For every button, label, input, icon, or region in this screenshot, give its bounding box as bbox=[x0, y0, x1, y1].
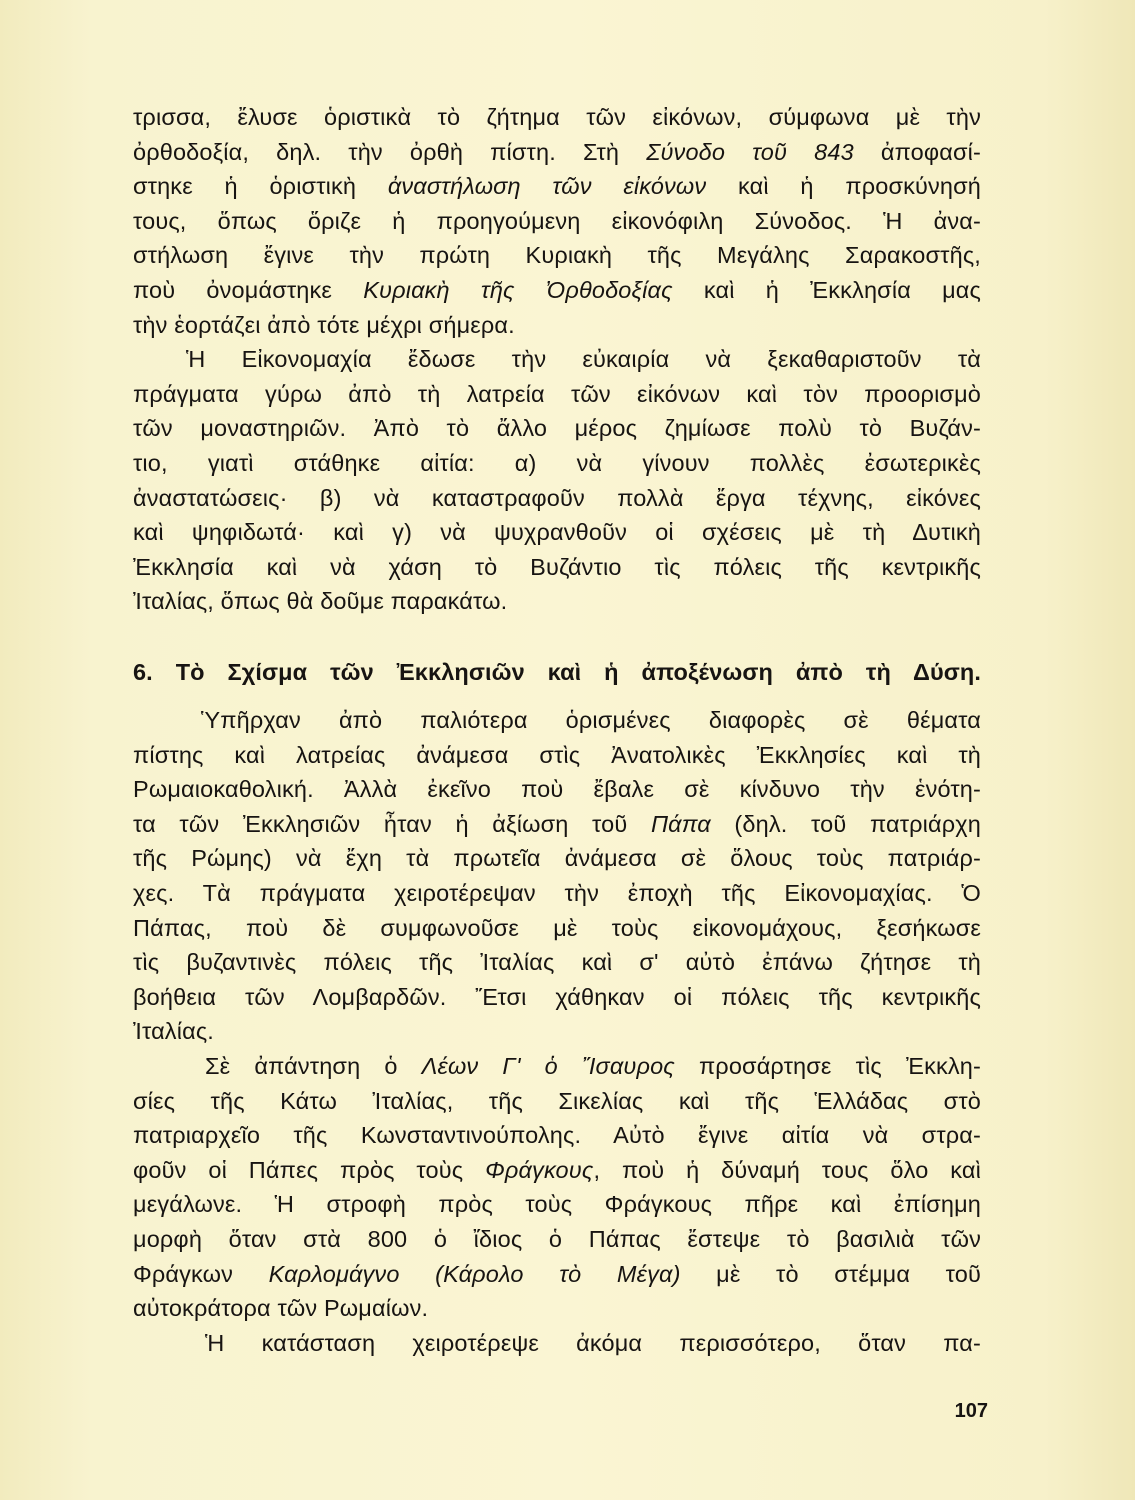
text-segment: τιο, γιατὶ στάθηκε αἰτία: α) νὰ γίνουν πολλὲς ἐσωτερικὲς bbox=[133, 449, 981, 476]
text-line bbox=[133, 377, 981, 412]
text-segment: Ὑπῆρχαν ἀπὸ παλιότερα ὁρισμένες διαφορὲς σὲ θέματα bbox=[201, 707, 981, 733]
text-segment: τῆς Ρώμης) νὰ ἔχη τὰ πρωτεῖα ἀνάμεσα σὲ ὅλους τοὺς πατριάρ- bbox=[133, 845, 981, 872]
text-segment: πίστης καὶ λατρείας ἀνάμεσα στὶς Ἀνατολικὲς Ἐκκλησίες καὶ τὴ bbox=[133, 741, 981, 768]
text-segment: χες. Τὰ πράγματα χειροτέρεψαν τὴν ἐποχὴ τῆς Εἰκονομαχίας. Ὁ bbox=[133, 879, 981, 906]
text-segment: πράγματα γύρω ἀπὸ τὴ λατρεία τῶν εἰκόνων καὶ τὸν προορισμὸ bbox=[133, 380, 981, 407]
text-segment: πατριαρχεῖο τῆς Κωνσταντινούπολης. Αὐτὸ ἔγινε αἰτία νὰ στρα- bbox=[133, 1122, 981, 1149]
text-segment: Ἐκκλησία καὶ νὰ χάση τὸ Βυζάντιο τὶς πόλεις τῆς κεντρικῆς bbox=[133, 553, 981, 580]
text-line bbox=[133, 1118, 981, 1153]
text-line bbox=[133, 945, 981, 980]
text-line bbox=[133, 515, 981, 550]
text-segment: ἀναστατώσεις· β) νὰ καταστραφοῦν πολλὰ ἔργα τέχνης, εἰκόνες bbox=[133, 484, 981, 511]
text-line bbox=[133, 1049, 981, 1084]
text-line bbox=[133, 550, 981, 585]
text-line bbox=[133, 772, 981, 807]
text-line bbox=[133, 204, 981, 239]
text-segment: ὀρθοδοξία, δηλ. τὴν ὀρθὴ πίστη. Στὴ bbox=[133, 138, 647, 165]
italic-term: Κυριακὴ τῆς Ὀρθοδοξίας bbox=[363, 276, 673, 303]
text-segment: βοήθεια τῶν Λομβαρδῶν. Ἔτσι χάθηκαν οἱ πόλεις τῆς κεντρικῆς bbox=[133, 983, 981, 1010]
text-segment: αὐτοκράτορα τῶν Ρωμαίων. bbox=[133, 1295, 429, 1322]
text-segment: Ἡ Εἰκονομαχία ἔδωσε τὴν εὐκαιρία νὰ ξεκαθαριστοῦν τὰ bbox=[186, 346, 981, 373]
text-segment: ἀποφασί- bbox=[853, 138, 982, 165]
italic-term: ἀναστήλωση τῶν εἰκόνων bbox=[387, 173, 707, 200]
text-line bbox=[133, 1187, 981, 1222]
text-segment: Πάπας, ποὺ δὲ συμφωνοῦσε μὲ τοὺς εἰκονομάχους, ξεσήκωσε bbox=[133, 914, 981, 941]
text-segment: Ἰταλίας, ὅπως θὰ δοῦμε παρακάτω. bbox=[133, 588, 508, 615]
text-segment: Ρωμαιοκαθολική. Ἀλλὰ ἐκεῖνο ποὺ ἔβαλε σὲ κίνδυνο τὴν ἑνότη- bbox=[133, 776, 981, 803]
text-line bbox=[133, 980, 981, 1015]
text-line bbox=[133, 1326, 981, 1361]
text-line bbox=[133, 1291, 981, 1326]
text-segment: τῶν μοναστηριῶν. Ἀπὸ τὸ ἄλλο μέρος ζημίωσε πολὺ τὸ Βυζάν- bbox=[133, 415, 981, 442]
page-number: 107 bbox=[954, 1400, 988, 1422]
text-line bbox=[133, 169, 981, 204]
text-line bbox=[133, 273, 981, 308]
text-line bbox=[133, 841, 981, 876]
text-segment: Ἡ κατάσταση χειροτέρεψε ἀκόμα περισσότερο, ὅταν πα- bbox=[205, 1329, 981, 1356]
text-line bbox=[133, 738, 981, 773]
section-heading: 6. Τὸ Σχίσμα τῶν Ἐκκλησιῶν καὶ ἡ ἀποξένωση ἀπὸ τὴ Δύση. bbox=[133, 659, 981, 685]
text-line bbox=[133, 411, 981, 446]
text-segment: τὶς βυζαντινὲς πόλεις τῆς Ἰταλίας καὶ σ' αὐτὸ ἐπάνω ζήτησε τὴ bbox=[133, 949, 981, 976]
text-segment: καὶ ἡ Ἐκκλησία μας bbox=[672, 276, 981, 303]
text-segment: Φράγκων bbox=[133, 1260, 269, 1287]
text-segment: μορφὴ ὅταν στὰ 800 ὁ ἴδιος ὁ Πάπας ἔστεψε τὸ βασιλιὰ τῶν bbox=[133, 1225, 981, 1252]
text-segment: τρισσα, ἔλυσε ὁριστικὰ τὸ ζήτημα τῶν εἰκόνων, σύμφωνα μὲ τὴν bbox=[133, 104, 981, 130]
text-segment: Σὲ ἀπάντηση ὁ bbox=[205, 1052, 422, 1079]
italic-term: Λέων Γ' ὁ Ἴσαυρος bbox=[421, 1052, 675, 1079]
text-line bbox=[133, 238, 981, 273]
text-line bbox=[133, 481, 981, 516]
text-segment: τους, ὅπως ὅριζε ἡ προηγούμενη εἰκονόφιλη Σύνοδος. Ἡ ἀνα- bbox=[133, 207, 981, 234]
italic-term: Σύνοδο τοῦ 843 bbox=[646, 138, 854, 165]
text-line bbox=[133, 1014, 981, 1049]
text-segment: τὴν ἑορτάζει ἀπὸ τότε μέχρι σήμερα. bbox=[133, 311, 515, 338]
text-line bbox=[133, 446, 981, 481]
text-segment: στήλωση ἔγινε τὴν πρώτη Κυριακὴ τῆς Μεγάλης Σαρακοστῆς, bbox=[133, 242, 981, 269]
text-segment: σίες τῆς Κάτω Ἰταλίας, τῆς Σικελίας καὶ τῆς Ἑλλάδας στὸ bbox=[133, 1087, 981, 1114]
text-segment: , ποὺ ἡ δύναμή τους ὅλο καὶ bbox=[593, 1156, 981, 1183]
text-segment: καὶ ψηφιδωτά· καὶ γ) νὰ ψυχρανθοῦν οἱ σχέσεις μὲ τὴ Δυτικὴ bbox=[133, 519, 981, 546]
italic-term: Φράγκους bbox=[485, 1156, 594, 1183]
text-line bbox=[133, 911, 981, 946]
text-segment: καὶ ἡ προσκύνησή bbox=[706, 173, 981, 200]
text-line bbox=[133, 1153, 981, 1188]
text-block-1 bbox=[133, 100, 981, 619]
text-segment: Ἰταλίας. bbox=[133, 1018, 214, 1045]
text-line bbox=[133, 876, 981, 911]
text-line bbox=[133, 1257, 981, 1292]
text-segment: τα τῶν Ἐκκλησιῶν ἦταν ἡ ἀξίωση τοῦ bbox=[133, 810, 651, 837]
text-line bbox=[133, 1222, 981, 1257]
text-line bbox=[133, 342, 981, 377]
text-segment: μὲ τὸ στέμμα τοῦ bbox=[680, 1260, 981, 1287]
text-segment: μεγάλωνε. Ἡ στροφὴ πρὸς τοὺς Φράγκους πῆρε καὶ ἐπίσημη bbox=[133, 1191, 981, 1218]
text-segment: (δηλ. τοῦ πατριάρχη bbox=[710, 810, 982, 837]
italic-term: Πάπα bbox=[650, 810, 711, 837]
text-line bbox=[133, 703, 981, 738]
text-line bbox=[133, 100, 981, 135]
text-segment: ποὺ ὀνομάστηκε bbox=[133, 276, 364, 303]
text-line bbox=[133, 807, 981, 842]
text-segment: φοῦν οἱ Πάπες πρὸς τοὺς bbox=[133, 1156, 486, 1183]
text-segment: στηκε ἡ ὁριστικὴ bbox=[133, 173, 388, 200]
text-segment: προσάρτησε τὶς Ἐκκλη- bbox=[674, 1052, 981, 1079]
text-line bbox=[133, 1084, 981, 1119]
italic-term: Καρλομάγνο (Κάρολο τὸ Μέγα) bbox=[268, 1260, 681, 1287]
text-line bbox=[133, 308, 981, 343]
text-line bbox=[133, 584, 981, 619]
text-line bbox=[133, 135, 981, 170]
text-block-2 bbox=[133, 703, 981, 1360]
